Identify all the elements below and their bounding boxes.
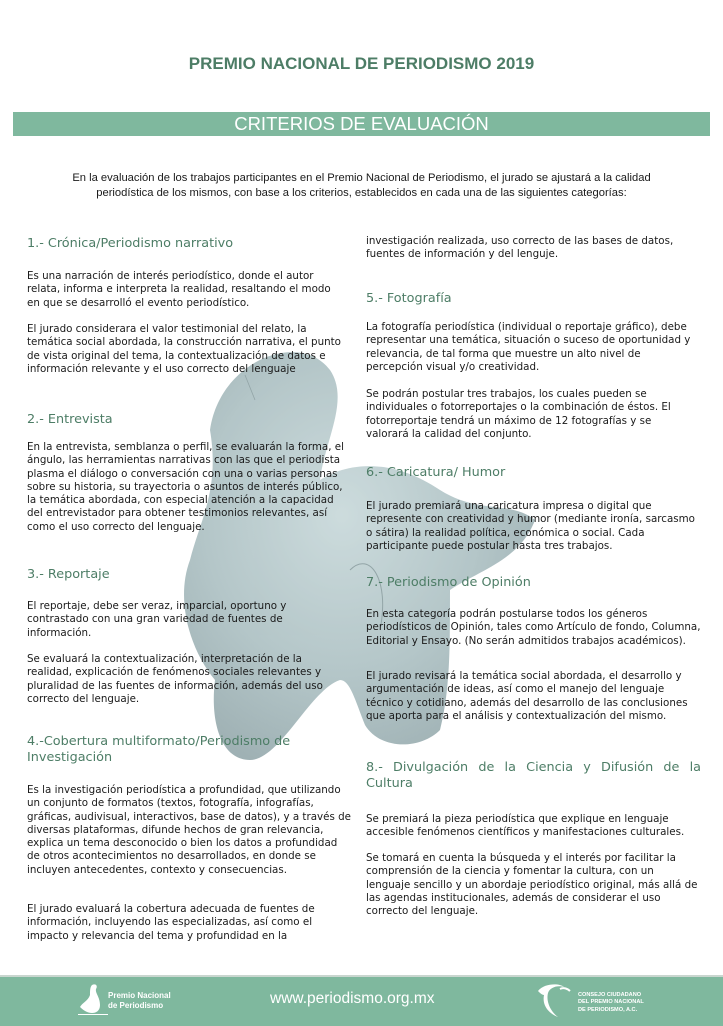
premio-logo-text [108,991,171,1011]
consejo-ciudadano-logo [534,981,684,1021]
section-8-paragraph-2: Se tomará en cuenta la búsqueda y el interés por facilitar la comprensión de la ciencia y fomentar la cultura, con un lenguaje sencillo y un abordaje periodístico original, más allá de las agendas institucionales, además de considerar el uso correcto del lenguaje. [366,852,698,918]
section-3-paragraph-2: Se evaluará la contextualización, interpretación de la realidad, explicación de fenómenos sociales relevantes y pluralidad de las fuentes de información, además del uso correcto del lenguaje. [27,653,323,705]
intro-text [30,171,693,200]
section-6-paragraph-1: El jurado premiará una caricatura impresa o digital que represente con creatividad y humor (mediante ironía, sarcasmo o sátira) la realidad política, económica o social. Cada participante puede postular hasta tres trabajos. [366,500,695,552]
section-4-paragraph-2: El jurado evaluará la cobertura adecuada de fuentes de información, incluyendo las especializadas, así como el impacto y relevancia del tema y profundidad en la [27,903,315,942]
section-7-paragraph-1: En esta categoría podrán postularse todos los géneros periodísticos de Opinión, tales como Artículo de fondo, Columna, Editorial y Ensayo. (No serán admitidos trabajos académicos). [366,608,701,647]
section-8-title: 8.- Divulgación de la Ciencia y Difusión de la Cultura [366,760,701,791]
section-2-title: 2.- Entrevista [27,412,113,427]
section-5-paragraph-2: Se podrán postular tres trabajos, los cuales pueden se individuales o fotorreportajes o la combinación de éstos. El fotorreportaje tendrá un máximo de 12 fotografías y se valorará la calidad del conjunto. [366,388,671,440]
section-banner: CRITERIOS DE EVALUACIÓN [13,112,710,136]
section-8-paragraph-1: Se premiará la pieza periodística que explique en lenguaje accesible fenómenos científicos y manifestaciones culturales. [366,813,685,839]
section-6-title: 6.- Caricatura/ Humor [366,465,506,480]
section-1-title: 1.- Crónica/Periodismo narrativo [27,236,234,251]
section-1-paragraph-2: El jurado considerara el valor testimonial del relato, la temática social abordada, la construcción narrativa, el punto de vista original del tema, la contextualización de datos e información relevante y el uso correcto del lenguaje [27,323,341,375]
swirl-logo-icon [534,981,578,1021]
bird-sculpture-icon [78,981,108,1019]
section-4-title: 4.-Cobertura multiformato/Periodismo de Investigación [27,734,291,765]
website-link[interactable]: www.periodismo.org.mx [270,990,435,1007]
section-3-title: 3.- Reportaje [27,567,110,582]
premio-nacional-logo [78,981,193,1019]
section-4-paragraph-3: investigación realizada, uso correcto de las bases de datos, fuentes de información y del lenguje. [366,235,674,261]
section-5-title: 5.- Fotografía [366,291,452,306]
section-7-title: 7.- Periodismo de Opinión [366,575,531,590]
intro-line-1: En la evaluación de los trabajos participantes en el Premio Nacional de Periodismo, el jurado se ajustará a la calidad [72,172,651,184]
intro-line-2: periodística de los mismos, con base a los criterios, establecidos en cada una de las siguientes categorías: [96,186,627,199]
section-3-paragraph-1: El reportaje, debe ser veraz, imparcial, oportuno y contrastado con una gran variedad de fuentes de información. [27,600,287,639]
section-1-paragraph-1: Es una narración de interés periodístico, donde el autor relata, informa e interpreta la realidad, resaltando el modo en que se desarrolló el evento periodístico. [27,270,331,309]
section-7-paragraph-2: El jurado revisará la temática social abordada, el desarrollo y argumentación de ideas, así como el manejo del lenguaje técnico y cotidiano, además del desarrollo de las conclusiones que aporta para el análisis y contextualización del mismo. [366,670,688,722]
consejo-logo-text [578,992,644,1014]
section-2-paragraph-1: En la entrevista, semblanza o perfil, se evaluarán la forma, el ángulo, las herramientas narrativas con las que el periodista plasma el diálogo o conversación con una o varias personas sobre su historia, su trayectoria o asuntos de interés público, la temática abordada, con especial atención a la capacidad del entrevistador para obtener testimonios relevantes, así como el uso correcto del lenguaje. [27,441,344,533]
consejo-logo-line-1: CONSEJO CIUDADANO [578,992,642,998]
footer [0,975,723,1026]
consejo-logo-line-2: DEL PREMIO NACIONAL [578,999,644,1006]
consejo-logo-line-3: DE PERIODISMO, A.C. [578,1006,638,1013]
page-title: PREMIO NACIONAL DE PERIODISMO 2019 [188,54,535,73]
premio-logo-line-2: de Periodismo [108,1001,164,1010]
premio-logo-line-1: Premio Nacional [108,991,171,1000]
section-5-paragraph-1: La fotografía periodística (individual o reportaje gráfico), debe representar una temática, situación o suceso de oportunidad y relevancia, de tal forma que muestre un alto nivel de percepción visual y/o creatividad. [366,321,691,373]
section-4-paragraph-1: Es la investigación periodística a profundidad, que utilizando un conjunto de formatos (textos, fotografía, infografías, gráficas, audivisual, interactivos, base de datos), y a través de diversas plataformas, difunde hechos de gran relevancia, explica un tema desconocido o bien los datos a profundidad de otros acontecimientos no desarrollados, en donde se incluyen antecedentes, contexto y consecuencias. [27,784,351,876]
